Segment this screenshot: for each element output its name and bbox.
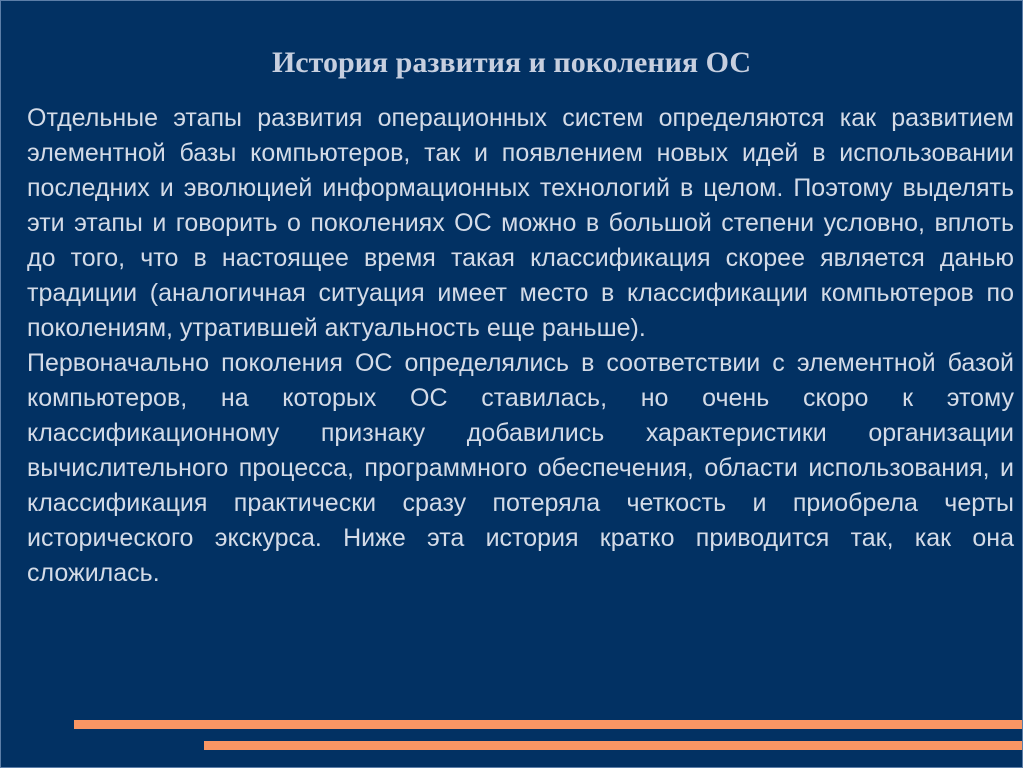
slide-body: [27, 101, 1014, 591]
paragraph: Отдельные этапы развития операционных систем определяются как развитием элементной базы компьютеров, так и появлением новых идей в использовании последних и эволюцией информационных технологий в целом. Поэтому выделять эти этапы и говорить о поколениях ОС можно в большой степени условно, вплоть до того, что в настоящее время такая классификация скорее является данью традиции (аналогичная ситуация имеет место в классификации компьютеров по поколениям, утратившей актуальность еще раньше).: [27, 104, 1014, 342]
decorative-stripe-bottom: [204, 741, 1022, 750]
paragraph: Первоначально поколения ОС определялись в соответствии с элементной базой компьютеров, на которых ОС ставилась, но очень скоро к этому классификационному признаку добавились характеристики организации вычислительного процесса, программного обеспечения, области использования, и классификация практически сразу потеряла четкость и приобрела черты исторического экскурса. Ниже эта история кратко приводится так, как она сложилась.: [27, 349, 1014, 587]
slide-title: История развития и поколения ОС: [271, 46, 752, 79]
decorative-stripe-top: [74, 720, 1022, 729]
